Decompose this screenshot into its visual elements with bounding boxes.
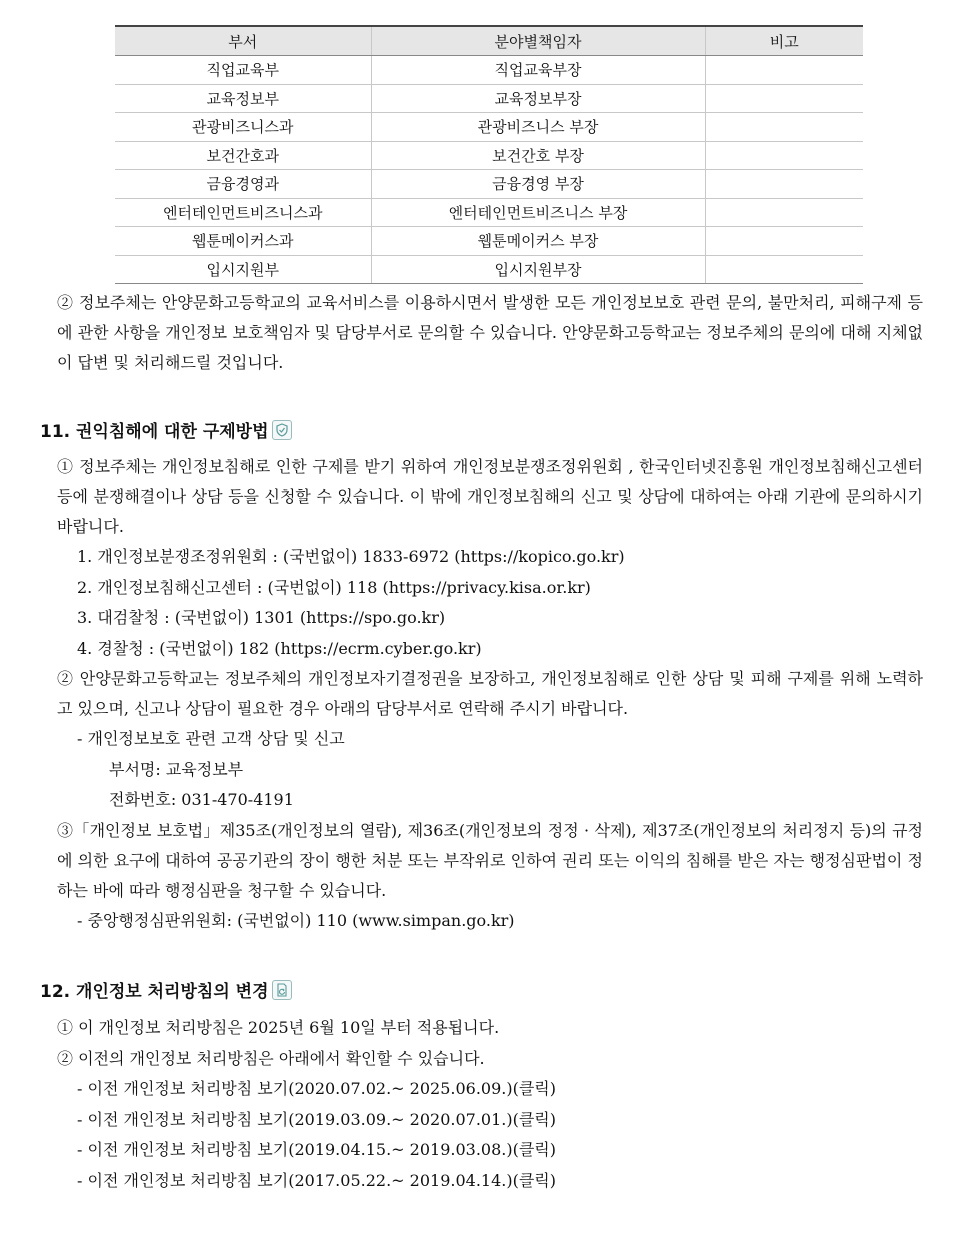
cell-manager: 교육정보부장 [371, 84, 705, 113]
section-11-title: 11. 권익침해에 대한 구제방법 [40, 422, 269, 442]
previous-policy-link[interactable]: - 이전 개인정보 처리방침 보기(2020.07.02.~ 2025.06.09.)(클릭) [77, 1079, 556, 1098]
column-header-dept: 부서 [115, 26, 371, 56]
section-12-title: 12. 개인정보 처리방침의 변경 [40, 982, 269, 1002]
table-header-row [115, 26, 863, 56]
cell-manager: 엔터테인먼트비즈니스 부장 [371, 198, 705, 227]
cell-manager: 웹툰메이커스 부장 [371, 227, 705, 256]
cell-dept: 보건간호과 [115, 141, 371, 170]
cell-dept: 직업교육부 [115, 56, 371, 85]
column-header-manager: 분야별책임자 [371, 26, 705, 56]
cell-remarks [705, 198, 863, 227]
list-item: 3. 대검찰청 : (국번없이) 1301 (https://spo.go.kr) [77, 608, 446, 627]
cell-manager: 관광비즈니스 부장 [371, 113, 705, 142]
previous-policy-link[interactable]: - 이전 개인정보 처리방침 보기(2019.03.09.~ 2020.07.01.)(클릭) [77, 1109, 556, 1129]
list-item: 4. 경찰청 : (국번없이) 182 (https://ecrm.cyber.go.kr) [77, 638, 482, 658]
section-11-body [57, 452, 923, 936]
inquiry-paragraph: ② 정보주체는 안양문화고등학교의 교육서비스를 이용하시면서 발생한 모든 개인정보보호 관련 문의, 불만처리, 피해구제 등에 관한 사항을 개인정보 보호책임자 및 담당부서로 문의할 수 있습니다. 안양문화고등학교는 정보주체의 문의에 대해 지체없이 답변 및 처리해드릴 것입니다. [57, 293, 923, 372]
cell-dept: 금융경영과 [115, 170, 371, 199]
section-12-body [57, 1013, 923, 1196]
remedy-paragraph-1: ① 정보주체는 개인정보침해로 인한 구제를 받기 위하여 개인정보분쟁조정위원회 , 한국인터넷진흥원 개인정보침해신고센터 등에 분쟁해결이나 상담 등을 신청할 수 있습니다. 이 밖에 개인정보침해의 신고 및 상담에 대하여는 아래 기관에 문의하시기 바랍니다. [57, 457, 923, 536]
remedy-paragraph-2: ② 안양문화고등학교는 정보주체의 개인정보자기결정권을 보장하고, 개인정보침해로 인한 상담 및 피해 구제를 위해 노력하고 있으며, 신고나 상담이 필요한 경우 아래의 담당부서로 연락해 주시기 바랍니다. [57, 669, 923, 718]
table-row [115, 198, 863, 227]
cell-remarks [705, 227, 863, 256]
cell-remarks [705, 170, 863, 199]
document-refresh-icon[interactable] [272, 980, 292, 1000]
cell-dept: 관광비즈니스과 [115, 113, 371, 142]
remedy-paragraph-3: ③「개인정보 보호법」제35조(개인정보의 열람), 제36조(개인정보의 정정 · 삭제), 제37조(개인정보의 처리정지 등)의 규정에 의한 요구에 대하여 공공기관의 장이 행한 처분 또는 부작위로 인하여 권리 또는 이익의 침해를 받은 자는 행정심판법이 정하는 바에 따라 행정심판을 청구할 수 있습니다. [57, 820, 923, 900]
table-row [115, 113, 863, 142]
contact-department: 부서명: 교육정보부 [109, 759, 244, 779]
cell-manager: 직업교육부장 [371, 56, 705, 85]
cell-dept: 입시지원부 [115, 255, 371, 284]
cell-remarks [705, 84, 863, 113]
cell-dept: 웹툰메이커스과 [115, 227, 371, 256]
previous-policies-text: ② 이전의 개인정보 처리방침은 아래에서 확인할 수 있습니다. [57, 1048, 485, 1068]
cell-manager: 금융경영 부장 [371, 170, 705, 199]
previous-policy-link[interactable]: - 이전 개인정보 처리방침 보기(2019.04.15.~ 2019.03.08.)(클릭) [77, 1140, 556, 1159]
cell-remarks [705, 56, 863, 85]
cell-remarks [705, 141, 863, 170]
effective-date-text: ① 이 개인정보 처리방침은 2025년 6월 10일 부터 적용됩니다. [57, 1018, 500, 1037]
table-row [115, 141, 863, 170]
cell-manager: 입시지원부장 [371, 255, 705, 284]
table-row [115, 170, 863, 199]
table-row [115, 84, 863, 113]
section-11-heading [40, 417, 292, 442]
list-item: 2. 개인정보침해신고센터 : (국번없이) 118 (https://privacy.kisa.or.kr) [77, 577, 591, 597]
table-row [115, 227, 863, 256]
shield-icon[interactable] [272, 420, 292, 440]
cell-dept: 엔터테인먼트비즈니스과 [115, 198, 371, 227]
cell-dept: 교육정보부 [115, 84, 371, 113]
list-item: 1. 개인정보분쟁조정위원회 : (국번없이) 1833-6972 (https://kopico.go.kr) [77, 547, 625, 566]
cell-remarks [705, 255, 863, 284]
department-table [115, 25, 863, 284]
table-row [115, 255, 863, 284]
previous-policy-link[interactable]: - 이전 개인정보 처리방침 보기(2017.05.22.~ 2019.04.14.)(클릭) [77, 1170, 556, 1190]
table-row [115, 56, 863, 85]
contact-title: - 개인정보보호 관련 고객 상담 및 신고 [77, 729, 345, 748]
column-header-remarks: 비고 [705, 26, 863, 56]
cell-manager: 보건간호 부장 [371, 141, 705, 170]
contact-phone: 전화번호: 031-470-4191 [109, 790, 294, 809]
cell-remarks [705, 113, 863, 142]
section-12-heading [40, 977, 292, 1002]
simpan-contact: - 중앙행정심판위원회: (국번없이) 110 (www.simpan.go.kr) [77, 910, 515, 930]
